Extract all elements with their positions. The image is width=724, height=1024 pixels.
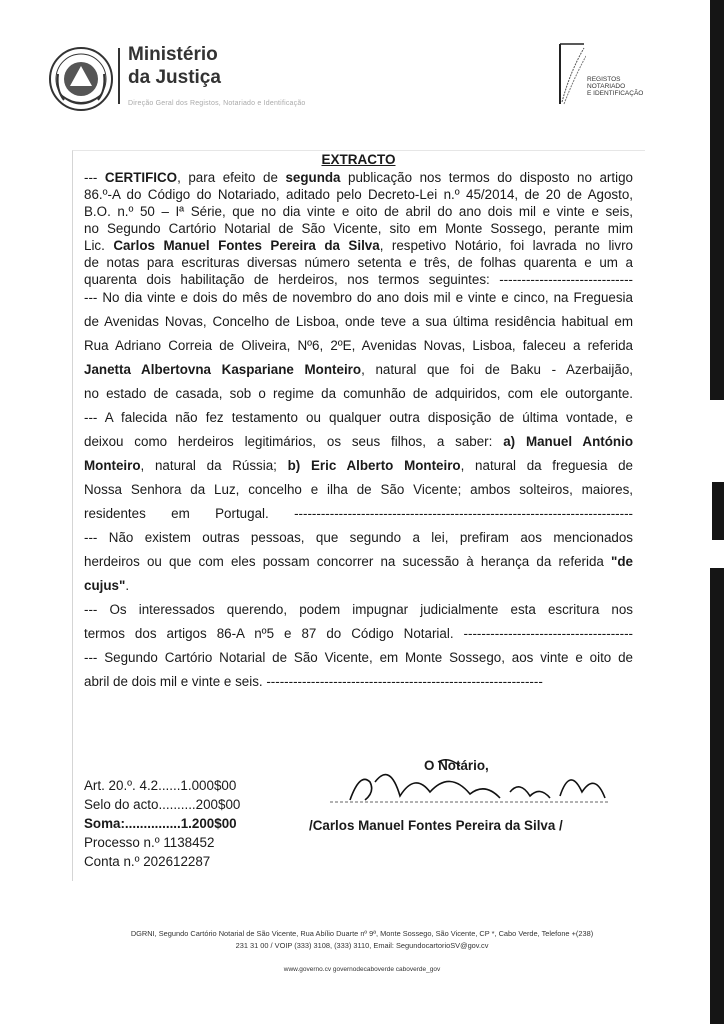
body-line bbox=[84, 338, 633, 354]
body-text-segment: Nossa Senhora da Luz, concelho e ilha de São Vicente; ambos solteiros, maiores, bbox=[84, 482, 633, 497]
body-text-segment: . bbox=[125, 578, 130, 593]
ministry-name-line2: da Justiça bbox=[128, 67, 221, 88]
process-number: Processo n.º 1138452 bbox=[84, 835, 215, 850]
body-text-segment: residentes em Portugal. ---------------------------------------------------------------------------- bbox=[84, 506, 633, 521]
notary-title: O Notário, bbox=[424, 758, 489, 773]
body-text-segment: --- Os interessados querendo, podem impugnar judicialmente esta escritura nos bbox=[84, 602, 633, 617]
body-text-segment: , natural da Rússia; bbox=[140, 458, 288, 473]
body-text-segment: no Segundo Cartório Notarial de São Vicente, sito em Monte Sossego, perante mim bbox=[84, 221, 633, 236]
rni-logo-icon bbox=[558, 42, 586, 106]
body-bold-segment: b) Eric Alberto Monteiro bbox=[287, 458, 461, 473]
fee-total-label: Soma:............... bbox=[84, 816, 181, 831]
body-line bbox=[84, 554, 633, 570]
body-text-segment: quarenta dois habilitação de herdeiros, nos termos seguintes: ------------------------------ bbox=[84, 272, 633, 287]
body-text-segment: , natural da freguesia de bbox=[460, 458, 634, 473]
body-text-segment: 86.º-A do Código do Notariado, aditado pelo Decreto-Lei n.º 45/2014, de 20 de Agosto, bbox=[84, 187, 633, 202]
body-line bbox=[84, 602, 633, 618]
scan-edge-bar bbox=[710, 0, 724, 400]
body-line bbox=[84, 238, 633, 254]
body-text-segment: de notas para escrituras diversas número setenta e três, de folhas quarenta e um a bbox=[84, 255, 633, 270]
document-title: EXTRACTO bbox=[321, 152, 396, 167]
body-line bbox=[84, 578, 633, 594]
fee-total bbox=[84, 816, 237, 832]
body-text-segment: no estado de casada, sob o regime da comunhão de adquiridos, com ele outorgante. bbox=[84, 386, 633, 401]
footer-social-links: www.governo.cv governodecaboverde caboverde_gov bbox=[283, 966, 441, 973]
body-line bbox=[84, 674, 633, 690]
rni-label-line1: REGISTOS bbox=[587, 76, 621, 83]
body-bold-segment: "de bbox=[611, 554, 633, 569]
body-text-segment: herdeiros ou que com eles possam concorrer na sucessão à herança da referida bbox=[84, 554, 612, 569]
scan-edge-bar bbox=[710, 568, 724, 1024]
body-text-segment: --- bbox=[84, 170, 105, 185]
body-line bbox=[84, 272, 633, 288]
body-line bbox=[84, 187, 633, 203]
body-line bbox=[84, 482, 633, 498]
fee-total-value: 1.200$00 bbox=[180, 816, 237, 831]
body-bold-segment: Carlos Manuel Fontes Pereira da Silva bbox=[113, 238, 380, 253]
body-line bbox=[84, 221, 633, 237]
body-text-segment: B.O. n.º 50 – Iª Série, que no dia vinte e oito de abril do ano dois mil e vinte e seis, bbox=[84, 204, 633, 219]
body-line bbox=[84, 386, 633, 402]
body-bold-segment: a) Manuel António bbox=[503, 434, 633, 449]
body-text-segment: Rua Adriano Correia de Oliveira, Nº6, 2ºE, Avenidas Novas, Lisboa, faleceu a referida bbox=[84, 338, 633, 353]
body-bold-segment: Janetta Albertovna Kaspariane Monteiro bbox=[84, 362, 362, 377]
body-text-segment: Lic. bbox=[84, 238, 114, 253]
body-text-segment: , para efeito de bbox=[177, 170, 286, 185]
coat-of-arms-seal bbox=[48, 46, 114, 112]
body-line bbox=[84, 530, 633, 546]
body-line bbox=[84, 255, 633, 271]
body-text-segment: , respetivo Notário, foi lavrada no livro bbox=[379, 238, 633, 253]
body-bold-segment: segunda bbox=[285, 170, 341, 185]
body-text-segment: --- Não existem outras pessoas, que segundo a lei, prefiram aos mencionados bbox=[84, 530, 633, 545]
handwritten-signature bbox=[320, 752, 620, 812]
rni-label-line2: NOTARIADO bbox=[587, 83, 626, 90]
body-line bbox=[84, 204, 633, 220]
body-line bbox=[84, 626, 633, 642]
footer-line2: 231 31 00 / VOIP (333) 3108, (333) 3110, Email: SegundocartorioSV@gov.cv bbox=[235, 941, 489, 950]
body-text-segment: --- No dia vinte e dois do mês de novembro do ano dois mil e vinte e cinco, na Freguesia bbox=[84, 290, 633, 305]
footer-address bbox=[20, 928, 704, 952]
body-bold-segment: CERTIFICO bbox=[104, 170, 178, 185]
body-line bbox=[84, 314, 633, 330]
body-text-segment: --- Segundo Cartório Notarial de São Vicente, em Monte Sossego, aos vinte e oito de bbox=[84, 650, 633, 665]
rni-label bbox=[587, 76, 643, 97]
body-bold-segment: cujus" bbox=[84, 578, 126, 593]
body-text-segment: , natural que foi de Baku - Azerbaijão, bbox=[361, 362, 633, 377]
body-line bbox=[84, 458, 633, 474]
body-text-segment: deixou como herdeiros legitimários, os seus filhos, a saber: bbox=[84, 434, 504, 449]
header-divider bbox=[118, 48, 120, 104]
body-line bbox=[84, 434, 633, 450]
account-number: Conta n.º 202612287 bbox=[84, 854, 211, 869]
body-line bbox=[84, 410, 633, 426]
body-text-segment: termos dos artigos 86-A nº5 e 87 do Código Notarial. -------------------------------------- bbox=[84, 626, 633, 641]
body-line bbox=[84, 290, 633, 306]
body-line bbox=[84, 506, 633, 522]
body-line bbox=[84, 170, 633, 186]
body-text-segment: de Avenidas Novas, Concelho de Lisboa, onde teve a sua última residência habitual em bbox=[84, 314, 633, 329]
fee-stamp: Selo do acto..........200$00 bbox=[84, 797, 241, 812]
body-text-segment: abril de dois mil e vinte e seis. -------------------------------------------------------------- bbox=[84, 674, 543, 689]
ministry-subtitle: Direção Geral dos Registos, Notariado e Identificação bbox=[128, 100, 306, 107]
ministry-name-line1: Ministério bbox=[128, 44, 218, 65]
footer-line1: DGRNI, Segundo Cartório Notarial de São Vicente, Rua Abílio Duarte nº 9ª, Monte Sossego, São Vicente, CP *, Cabo Verde, Telefone +(238) bbox=[130, 929, 594, 938]
body-line bbox=[84, 650, 633, 666]
fee-article: Art. 20.º. 4.2......1.000$00 bbox=[84, 778, 237, 793]
body-bold-segment: Monteiro bbox=[84, 458, 141, 473]
notary-name: /Carlos Manuel Fontes Pereira da Silva / bbox=[309, 818, 563, 833]
body-text-segment: --- A falecida não fez testamento ou qualquer outra disposição de última vontade, e bbox=[84, 410, 633, 425]
body-line bbox=[84, 362, 633, 378]
scan-edge-bar bbox=[712, 482, 724, 540]
rni-label-line3: E IDENTIFICAÇÃO bbox=[587, 90, 644, 97]
body-text-segment: publicação nos termos do disposto no artigo bbox=[340, 170, 633, 185]
